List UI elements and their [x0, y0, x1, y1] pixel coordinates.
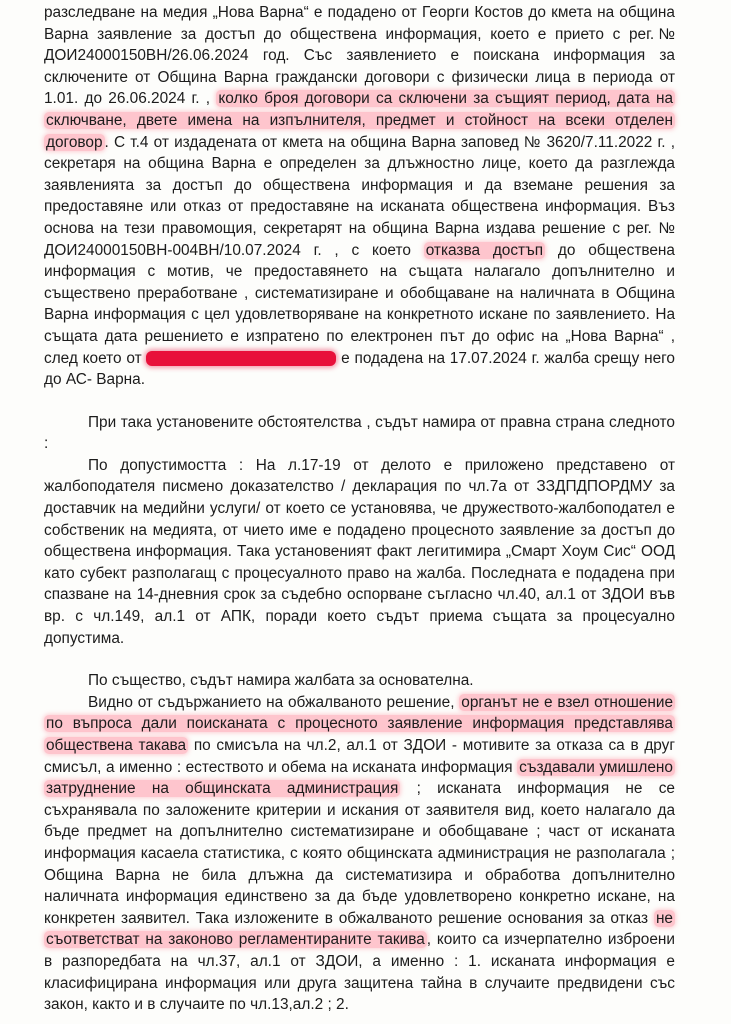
redaction-mark: [146, 351, 336, 366]
paragraph-text: . С т.4 от издадената от кмета на община Варна заповед № 3620/7.11.2022 г. , секретаря на община Варна е определен за длъжностно лице, което да разглежда заявленията за достъп до обществена информация и да вземане решения за предоставяне или отказ от предоставяне на исканата обществена информация. Въз основа на тези правомощия, секретарят на община Варна издава решение с рег. № ДОИ24000150ВН-004ВН/10.07.2024 г. , с което: [44, 133, 675, 259]
paragraph-text: по смисъла на чл.2, ал.1 от ЗДОИ - мотивите за отказа са в друг смисъл, а именно : естеството и обема на исканата информация: [44, 737, 675, 776]
paragraph-findings-intro: При така установените обстоятелства , съдът намира от правна страна следното :: [44, 413, 675, 453]
highlighted-text: органът не е взел отношение по въпроса дали поисканата с процесното заявление информация представлява обществена такава: [46, 693, 674, 754]
paragraph-gap: [44, 391, 675, 412]
highlighted-text: създавали умишлено затруднение на общинската администрация: [46, 758, 673, 798]
paragraph-text: разследване на медия „Нова Варна“ е подадено от Георги Костов до кмета на община Варна заявление за достъп до обществена информация, което е прието с рег.№ ДОИ24000150ВН/26.06.2024 год. Със заявлението е поискана информация за сключените от Община Варна граждански договори с физически лица в периода от 1.01. до 26.06.2024 г. ,: [44, 4, 675, 108]
paragraph-merits: [44, 692, 675, 1016]
paragraph-text: до обществена информация с мотив, че предоставянето на същата налагало допълнително и съществено преработване , систематизиране и обобщаване на наличната в Община Варна информация с цел удовлетворяване на конкретното искане по заявлението. На същата дата решението е изпратено по електронен път до офис на „Нова Варна“ , след което от: [44, 241, 675, 367]
paragraph-merits-intro: По същество, съдът намира жалбата за основателна.: [88, 672, 474, 690]
paragraph-gap: [44, 649, 675, 670]
paragraph-text: , които са изчерпателно изброени в разпоредбата на чл.37, ал.1 от ЗДОИ, а именно : 1. исканата информация е класифицирана информация или друга защитена тайна в случаите предвидени със закон, както и в случаите по чл.13,ал.2 ; 2.: [44, 931, 675, 1014]
paragraph-admissibility: По допустимостта : На л.17-19 от делото е приложено представено от жалбоподателя писмено доказателство / декларация по чл.7а от ЗЗДПДПОРДМУ за доставчик на медийни услуги/ от което се установява, че дружеството-жалбоподател е собственик на медията, от чието име е подадено процесното заявление за достъп до обществена информация. Така установеният факт легитимира „Смарт Хоум Сис“ ООД като субект разполагащ с процесуалното право на жалба. Последната е подадена при спазване на 14-дневния срок за съдебно оспорване съгласно чл.40, ал.1 от ЗДОИ във вр. с чл.149, ал.1 от АПК, поради което съдът приема същата за процесуално допустима.: [44, 456, 675, 647]
highlighted-text: не съответстват на законово регламентираните такива: [46, 909, 673, 949]
paragraph-background: [44, 2, 675, 391]
paragraph-text: Видно от съдържанието на обжалваното решение,: [88, 693, 460, 711]
paragraph-text: е подадена на 17.07.2024 г. жалба срещу него до АС- Варна.: [44, 349, 675, 389]
paragraph-text: ; исканата информация не се съхранявала по заложените критерии и искания от заявителя вид, което налагало да бъде предмет на допълнително систематизиране и обобщаване ; част от исканата информация касаела статистика, с която общинската администрация не разполагала ; Община Варна не била длъжна да систематизира и обработва допълнително наличната информация единствено за да бъде удовлетворено конкретно искане, на конкретен заявител. Така изложените в обжалваното решение основания за отказ: [44, 780, 675, 927]
highlighted-text: колко броя договори са сключени за същият период, дата на сключване, двете имена на изпълнителя, предмет и стойност на всеки отделен договор: [46, 90, 674, 151]
highlighted-text: отказва достъп: [425, 241, 544, 259]
